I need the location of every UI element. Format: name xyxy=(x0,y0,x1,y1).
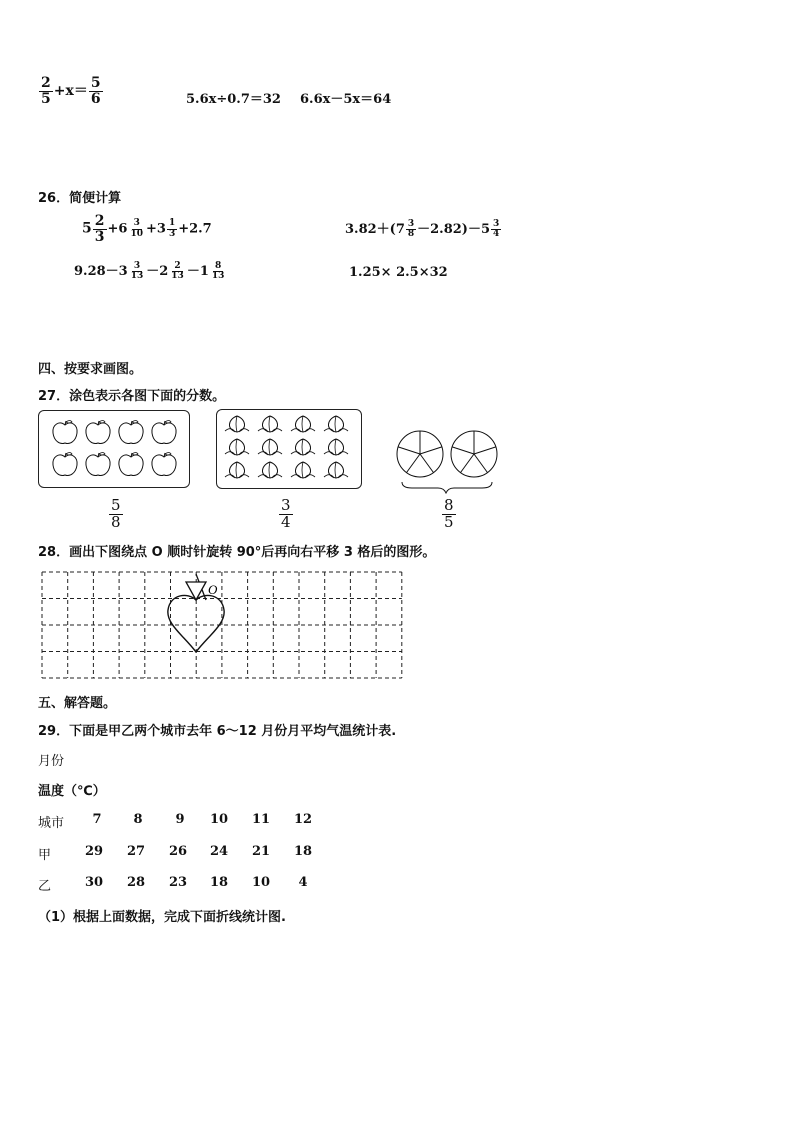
fraction-label-peaches: $\frac{3}{4}$ xyxy=(281,496,291,531)
peach-icon xyxy=(258,416,282,432)
equation-1: $\frac{2}{5}$ +x＝ $\frac{5}{6}$ xyxy=(41,75,101,107)
peach-icon xyxy=(324,416,348,432)
table-cell: 30 xyxy=(84,875,104,890)
dashed-grid xyxy=(40,570,404,682)
equation-3: 6.6x－5x＝64 xyxy=(300,92,392,107)
brace-icon xyxy=(402,482,492,493)
peach-icon xyxy=(258,439,282,455)
peach-icon xyxy=(291,439,315,455)
apples-box xyxy=(38,410,190,488)
table-cell: 9 xyxy=(175,812,185,827)
peaches-box xyxy=(216,409,362,489)
circles-group xyxy=(392,424,502,494)
point-o-label: O xyxy=(208,582,218,597)
apple-icon xyxy=(152,453,176,476)
table-cell: 28 xyxy=(126,875,146,890)
q26-title: 26．简便计算 xyxy=(38,191,122,206)
table-cell: 18 xyxy=(293,844,313,859)
row-label-temp: 温度（℃） xyxy=(38,784,106,799)
q28-title: 28．画出下图绕点 O 顺时针旋转 90°后再向右平移 3 格后的图形。 xyxy=(38,545,436,560)
fraction-2-5: $\frac{2}{5}$ xyxy=(41,75,51,107)
peach-icon xyxy=(225,439,249,455)
peach-icon xyxy=(291,462,315,478)
peach-icon xyxy=(258,462,282,478)
table-cell: 10 xyxy=(209,812,229,827)
table-cell: 8 xyxy=(133,812,143,827)
q29-title: 29．下面是甲乙两个城市去年 6～12 月份月平均气温统计表. xyxy=(38,724,397,739)
q29-subquestion-1: （1）根据上面数据，完成下面折线统计图. xyxy=(38,910,286,925)
table-cell: 29 xyxy=(84,844,104,859)
apple-icon xyxy=(152,421,176,444)
table-cell: 4 xyxy=(298,875,308,890)
table-cell: 11 xyxy=(251,812,271,827)
q26-expr-4: 1.25× 2.5×32 xyxy=(349,265,448,280)
fraction-5-6: $\frac{5}{6}$ xyxy=(90,75,101,107)
fraction-label-circles: $\frac{8}{5}$ xyxy=(444,496,454,531)
apple-icon xyxy=(53,453,77,476)
apples-grid xyxy=(39,411,189,487)
table-cell: 24 xyxy=(209,844,229,859)
q26-expr-3: 9.28－3 $\frac{3}{13}$ －2 $\frac{2}{13}$ －1 $\frac{8}{13}$ xyxy=(74,260,225,281)
equation-2: 5.6x÷0.7＝32 xyxy=(186,92,281,107)
table-cell: 12 xyxy=(293,812,313,827)
table-row-label: 城市 xyxy=(38,816,65,831)
fraction-circle xyxy=(397,431,443,477)
q26-expr-1: 5 $\frac{2}{3}$ +6 $\frac{3}{10}$ +3 $\frac{1}{3}$ +2.7 xyxy=(82,213,212,245)
peaches-grid xyxy=(217,410,361,488)
fraction-circle xyxy=(451,431,497,477)
q27-title: 27．涂色表示各图下面的分数。 xyxy=(38,389,226,404)
table-cell: 26 xyxy=(168,844,188,859)
fraction-label-apples: $\frac{5}{8}$ xyxy=(111,496,121,531)
peach-icon xyxy=(291,416,315,432)
peach-icon xyxy=(324,462,348,478)
apple-icon xyxy=(53,421,77,444)
row-label-month: 月份 xyxy=(38,754,65,769)
apple-icon xyxy=(86,421,110,444)
section-4-heading: 四、按要求画图。 xyxy=(38,362,143,377)
table-cell: 18 xyxy=(209,875,229,890)
table-cell: 7 xyxy=(92,812,102,827)
table-cell: 23 xyxy=(168,875,188,890)
table-row-label: 甲 xyxy=(38,848,52,863)
peach-icon xyxy=(225,462,249,478)
q26-expr-2: 3.82＋(7 $\frac{3}{8}$ －2.82)－5 $\frac{3}{4}$ xyxy=(345,218,500,239)
table-cell: 27 xyxy=(126,844,146,859)
peach-icon xyxy=(324,439,348,455)
apple-icon xyxy=(119,421,143,444)
apple-icon xyxy=(119,453,143,476)
apple-icon xyxy=(86,453,110,476)
peach-icon xyxy=(225,416,249,432)
table-cell: 21 xyxy=(251,844,271,859)
section-5-heading: 五、解答题。 xyxy=(38,696,117,711)
table-row-label: 乙 xyxy=(38,879,52,894)
table-cell: 10 xyxy=(251,875,271,890)
